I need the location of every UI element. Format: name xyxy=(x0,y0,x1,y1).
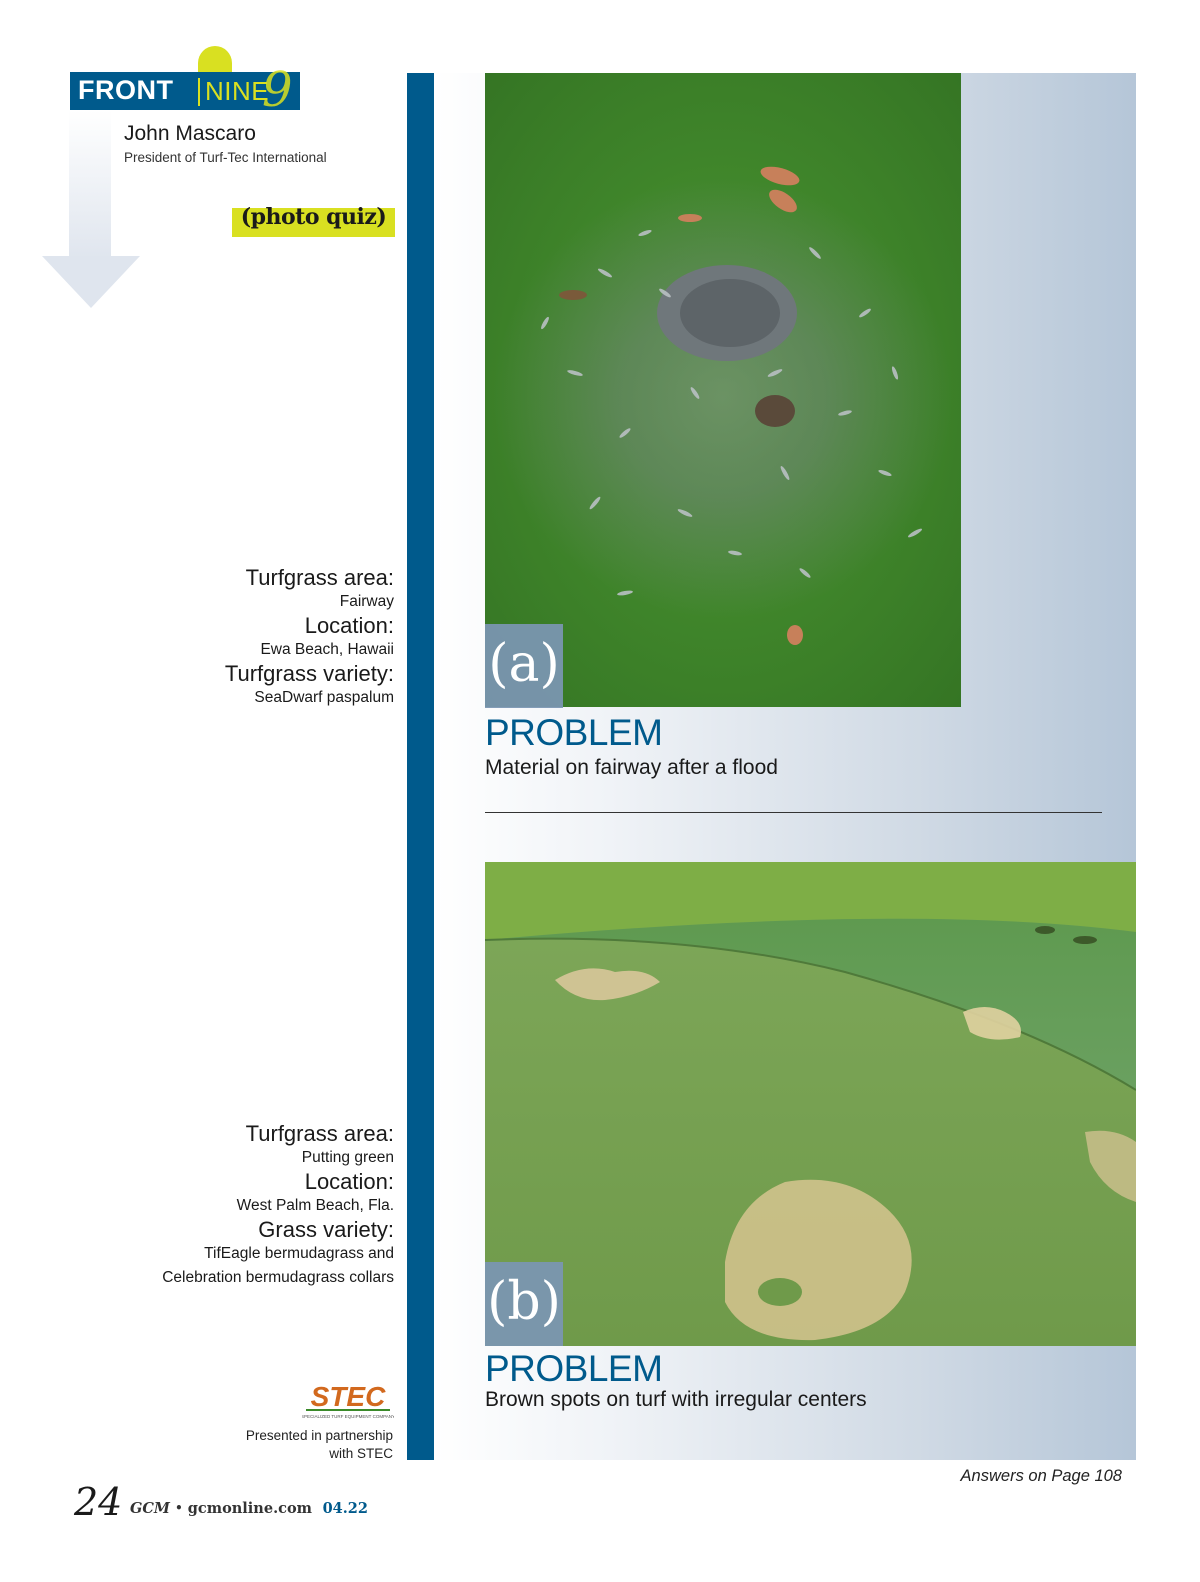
info-block-a xyxy=(225,566,394,710)
answers-note: Answers on Page 108 xyxy=(960,1467,1122,1485)
folio-line xyxy=(130,1500,368,1517)
logo-numeral: 9 xyxy=(262,62,293,118)
location-value: Ewa Beach, Hawaii xyxy=(260,641,394,658)
blue-vertical-bar xyxy=(407,73,434,1460)
stec-logo xyxy=(302,1382,394,1422)
area-label: Turfgrass area: xyxy=(245,565,394,590)
stec-logo-subtext: SPECIALIZED TURF EQUIPMENT COMPANY xyxy=(302,1414,394,1419)
sponsor-line-2: with STEC xyxy=(329,1446,393,1461)
location-label: Location: xyxy=(304,1169,394,1194)
area-value: Fairway xyxy=(339,593,394,610)
area-value: Putting green xyxy=(301,1149,394,1166)
stec-logo-text: STEC xyxy=(310,1382,386,1412)
divider-rule xyxy=(485,812,1102,813)
info-block-b xyxy=(162,1122,394,1290)
area-label: Turfgrass area: xyxy=(245,1121,394,1146)
issue-date: 04.22 xyxy=(322,1500,368,1517)
variety-value: SeaDwarf paspalum xyxy=(254,689,394,706)
photo-a-tag: (a) xyxy=(488,634,560,694)
sponsor-credit xyxy=(220,1427,393,1463)
down-arrow-shaft xyxy=(69,110,111,260)
down-arrow-icon xyxy=(42,256,140,308)
folio-bullet: • xyxy=(174,1501,184,1517)
location-value: West Palm Beach, Fla. xyxy=(236,1197,394,1214)
variety-label: Turfgrass variety: xyxy=(224,661,394,686)
location-label: Location: xyxy=(304,613,394,638)
logo-nine-text: NINE xyxy=(205,76,270,106)
fairway-debris-image xyxy=(485,73,961,707)
logo-front-text: FRONT xyxy=(78,75,174,105)
variety-value-line2: Celebration bermudagrass collars xyxy=(162,1269,394,1286)
variety-label: Grass variety: xyxy=(258,1217,394,1242)
problem-b-description: Brown spots on turf with irregular centers xyxy=(485,1388,867,1411)
sponsor-line-1: Presented in partnership xyxy=(245,1428,393,1443)
photo-b-tag: (b) xyxy=(487,1272,561,1332)
publication-name: GCM xyxy=(130,1500,170,1517)
photo-b-putting-green xyxy=(485,862,1136,1346)
author-title: President of Turf-Tec International xyxy=(124,150,327,165)
problem-a-description: Material on fairway after a flood xyxy=(485,756,778,779)
logo-divider xyxy=(198,78,200,106)
variety-value-line1: TifEagle bermudagrass and xyxy=(204,1245,394,1262)
problem-a-heading: PROBLEM xyxy=(485,712,663,753)
problem-b-heading: PROBLEM xyxy=(485,1348,663,1389)
page-number: 24 xyxy=(74,1480,123,1524)
quiz-tag: (photo quiz) xyxy=(240,204,387,230)
website-link[interactable]: gcmonline.com xyxy=(187,1500,312,1517)
photo-a-fairway xyxy=(485,73,961,707)
putting-green-image xyxy=(485,862,1136,1346)
logo-leaf-shape xyxy=(198,46,232,72)
author-name: John Mascaro xyxy=(124,122,256,145)
